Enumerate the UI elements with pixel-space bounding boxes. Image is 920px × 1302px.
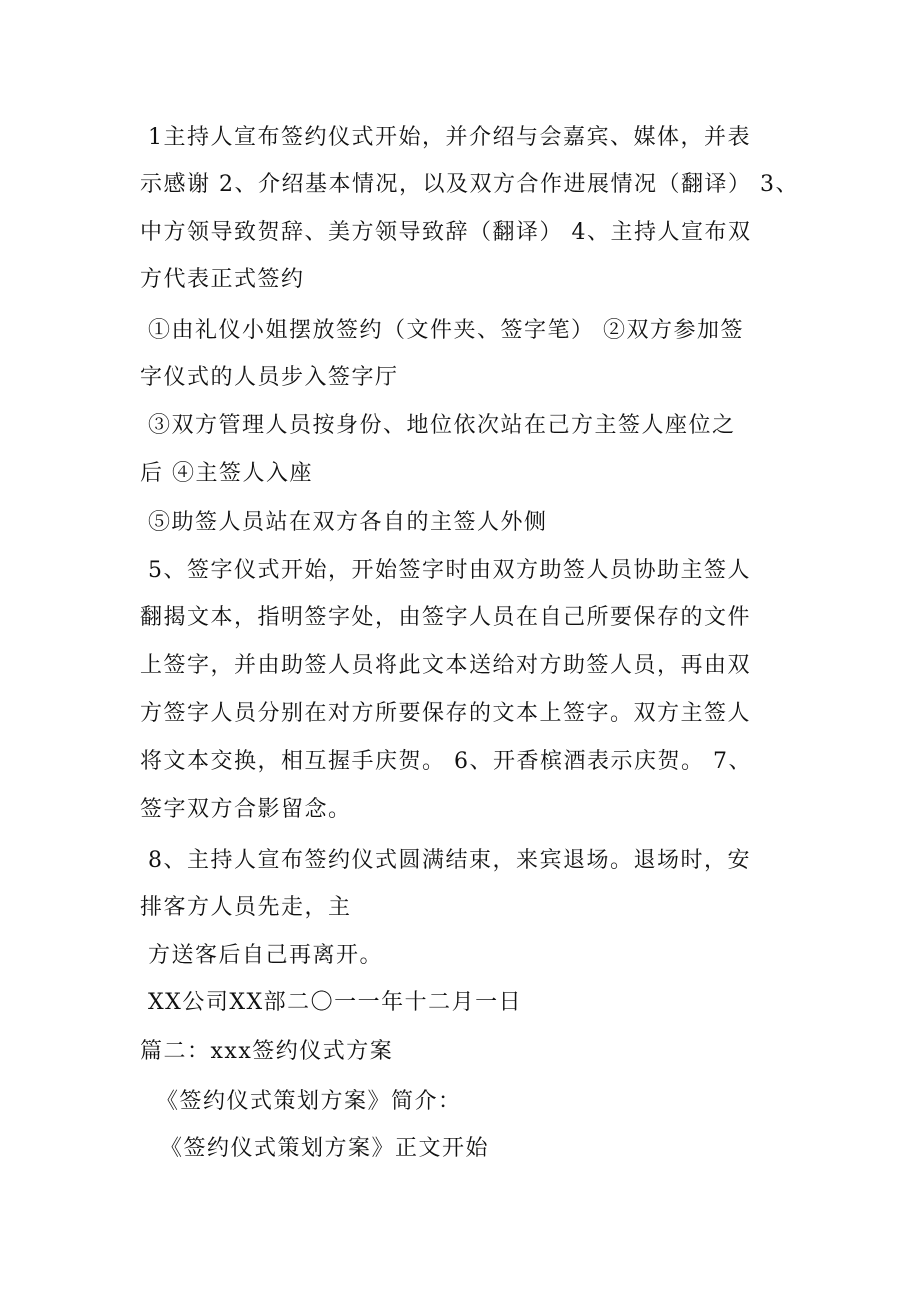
text-line: 签字双方合影留念。 xyxy=(140,797,352,822)
text-line: 方代表正式签约 xyxy=(140,267,305,292)
text-line: 5、签字仪式开始，开始签字时由双方助签人员协助主签人 xyxy=(148,558,751,583)
text-line: 《签约仪式策划方案》正文开始 xyxy=(160,1136,490,1161)
text-line: 《签约仪式策划方案》简介： xyxy=(156,1089,462,1114)
text-line: 方送客后自己再离开。 xyxy=(148,943,384,968)
text-line: 后 ④主签人入座 xyxy=(140,461,313,486)
text-line: 排客方人员先走，主 xyxy=(140,895,352,920)
text-line: ⑤助签人员站在双方各自的主签人外侧 xyxy=(148,510,548,535)
text-line: 示感谢 2、介绍基本情况，以及双方合作进展情况（翻译） 3、 xyxy=(140,172,799,197)
text-line: ③双方管理人员按身份、地位依次站在己方主签人座位之 xyxy=(148,413,736,438)
text-line: 1主持人宣布签约仪式开始，并介绍与会嘉宾、媒体，并表 xyxy=(148,125,751,150)
section-heading: 篇二：xxx签约仪式方案 xyxy=(140,1039,394,1064)
text-line: 方签字人员分别在对方所要保存的文本上签字。双方主签人 xyxy=(140,701,752,726)
text-line: 中方领导致贺辞、美方领导致辞（翻译） 4、主持人宣布双 xyxy=(140,220,752,245)
text-line: 上签字，并由助签人员将此文本送给对方助签人员，再由双 xyxy=(140,653,752,678)
text-line: ①由礼仪小姐摆放签约（文件夹、签字笔） ②双方参加签 xyxy=(148,318,744,343)
text-line: 翻揭文本，指明签字处，由签字人员在自己所要保存的文件 xyxy=(140,605,752,630)
text-line: 将文本交换，相互握手庆贺。 6、开香槟酒表示庆贺。 7、 xyxy=(140,749,752,774)
text-line: 字仪式的人员步入签字厅 xyxy=(140,365,399,390)
text-line: 8、主持人宣布签约仪式圆满结束，来宾退场。退场时，安 xyxy=(148,848,751,873)
text-line: XX公司XX部二〇一一年十二月一日 xyxy=(148,990,523,1015)
